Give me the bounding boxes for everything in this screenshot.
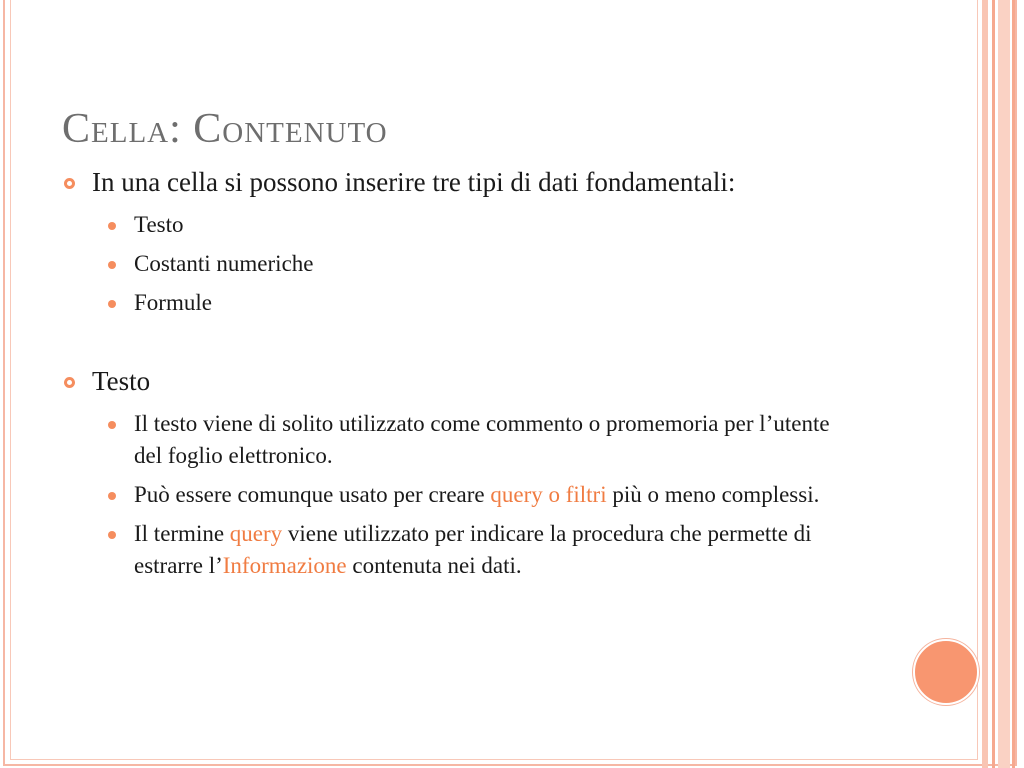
dot-bullet-icon — [108, 300, 116, 308]
sub-bullet-text-part: Può essere comunque usato per creare — [134, 482, 491, 507]
ring-bullet-icon — [64, 178, 75, 189]
dot-bullet-icon — [108, 261, 116, 269]
bullet-level1 — [62, 166, 862, 199]
sub-bullet-text-part: contenuta nei dati. — [346, 553, 522, 578]
sub-bullet-item — [104, 479, 862, 511]
sub-bullet-text-part: più o meno complessi. — [606, 482, 820, 507]
sub-bullet-item — [104, 248, 862, 280]
bullet-text: In una cella si possono inserire tre tipi di dati fondamentali: — [92, 167, 736, 197]
dot-bullet-icon — [108, 492, 116, 500]
slide-title: Cella: Contenuto — [62, 106, 388, 152]
sub-bullet-list — [104, 408, 862, 582]
decorative-stripe — [1012, 0, 1015, 768]
dot-bullet-icon — [108, 421, 116, 429]
sub-bullet-text: Formule — [134, 290, 212, 315]
highlight-text: query o filtri — [490, 482, 607, 507]
sub-bullet-item — [104, 518, 862, 582]
sub-bullet-text-part: Il termine — [134, 521, 230, 546]
sub-bullet-item — [104, 209, 862, 241]
highlight-text: Informazione — [222, 553, 347, 578]
sub-bullet-list — [104, 209, 862, 319]
sub-bullet-item — [104, 287, 862, 319]
sub-bullet-item — [104, 408, 862, 472]
decorative-stripe — [982, 0, 988, 768]
highlight-text: query — [229, 521, 283, 546]
section-data-types — [62, 166, 862, 319]
section-testo — [62, 365, 862, 582]
ring-bullet-icon — [64, 377, 75, 388]
bullet-level1 — [62, 365, 862, 398]
sub-bullet-text: Costanti numeriche — [134, 251, 314, 276]
dot-bullet-icon — [108, 222, 116, 230]
decorative-circle — [913, 639, 979, 705]
bullet-text: Testo — [92, 366, 151, 396]
dot-bullet-icon — [108, 531, 116, 539]
slide-content — [62, 166, 862, 589]
sub-bullet-text: Testo — [134, 212, 184, 237]
sub-bullet-text: Il testo viene di solito utilizzato come commento o promemoria per l’utente del foglio elettronico. — [134, 411, 830, 468]
decorative-stripe — [998, 0, 1010, 768]
sub-bullet-text-part: viene utilizzato per indicare la procedura che permette di estrarre l’ — [134, 521, 812, 578]
decorative-stripe — [992, 0, 995, 768]
